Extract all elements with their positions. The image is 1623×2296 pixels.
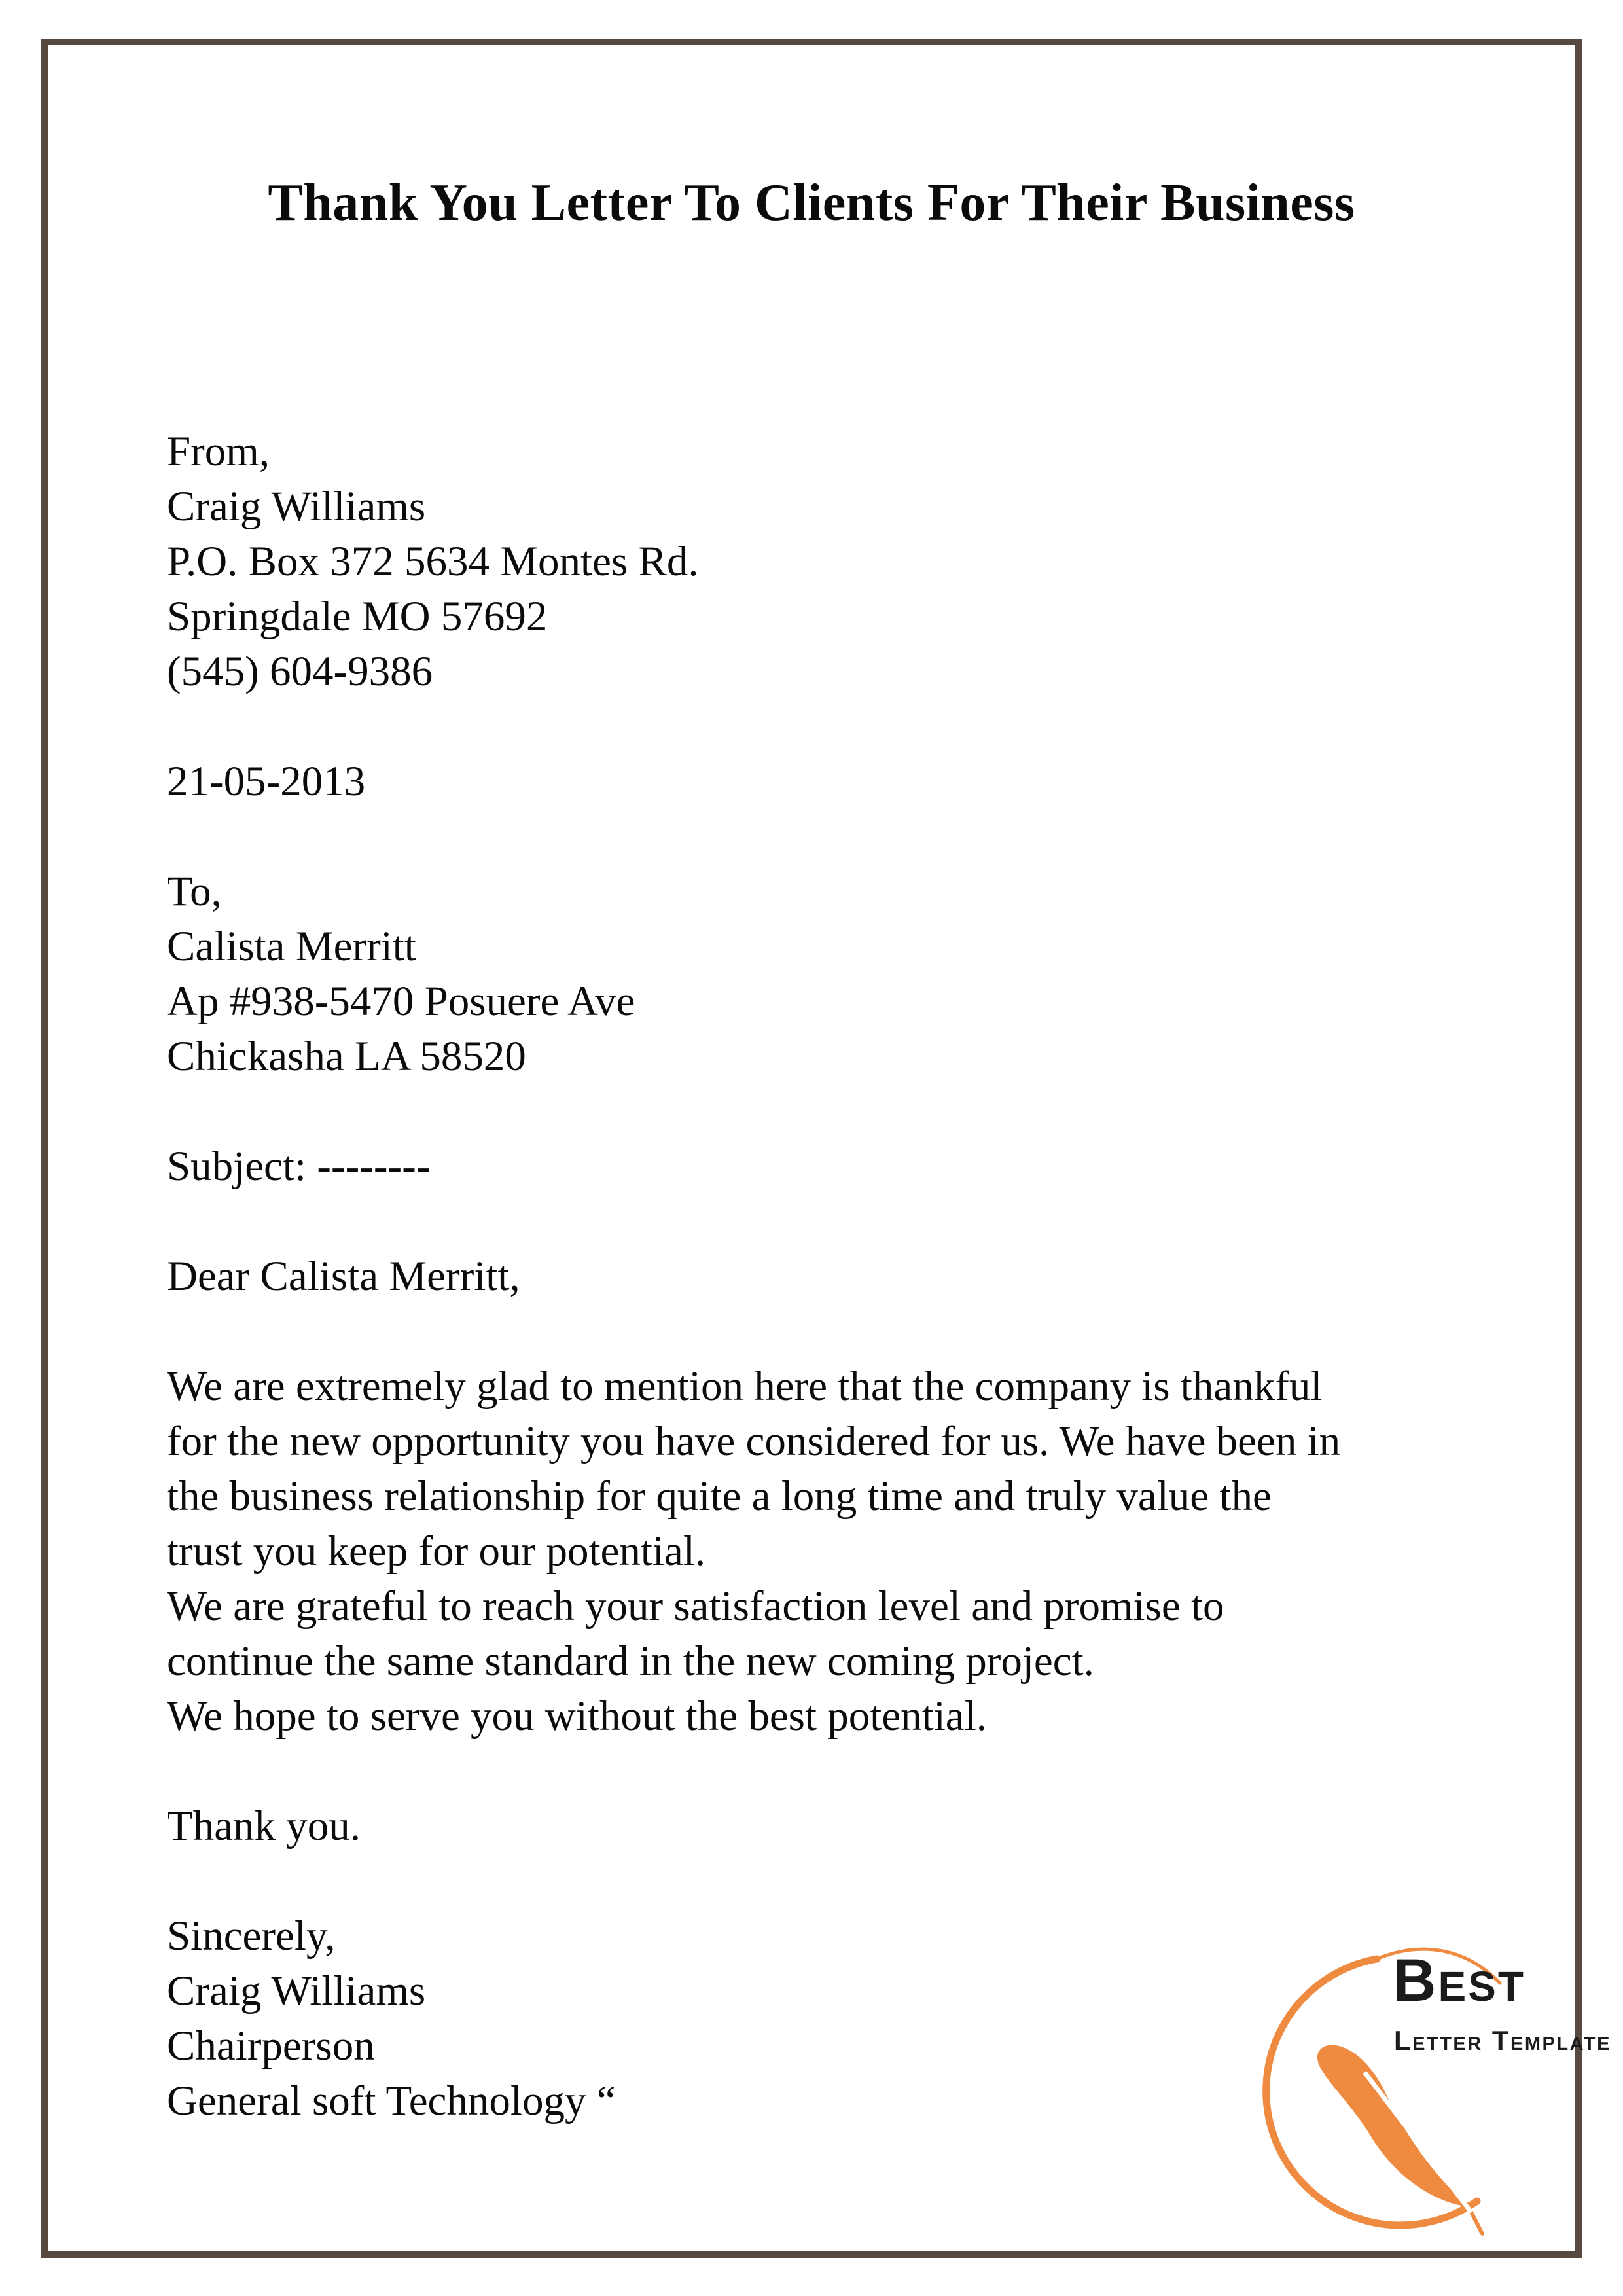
- sender-phone: (545) 604-9386: [167, 648, 433, 695]
- signoff-company: General soft Technology “: [167, 2077, 616, 2125]
- logo-brand-text: Best: [1393, 1947, 1525, 2014]
- recipient-address-1: Ap #938-5470 Posuere Ave: [167, 978, 635, 1025]
- sender-address-2: Springdale MO 57692: [167, 593, 548, 640]
- letter-body: [167, 424, 1515, 2128]
- from-label: From,: [167, 428, 270, 475]
- logo-tagline-text: Letter Template: [1394, 2025, 1611, 2056]
- body-line: trust you keep for our potential.: [167, 1528, 706, 1575]
- page-title: Thank You Letter To Clients For Their Business: [268, 174, 1355, 232]
- body-line: the business relationship for quite a long time and truly value the: [167, 1473, 1272, 1520]
- subject-line: Subject: --------: [167, 1143, 431, 1190]
- letter-date: 21-05-2013: [167, 758, 366, 805]
- sender-address-1: P.O. Box 372 5634 Montes Rd.: [167, 538, 699, 585]
- to-label: To,: [167, 868, 222, 915]
- body-line: We are grateful to reach your satisfaction level and promise to: [167, 1583, 1224, 1630]
- recipient-name: Calista Merritt: [167, 923, 416, 970]
- signoff-name: Craig Williams: [167, 1967, 426, 2015]
- signoff-sincerely: Sincerely,: [167, 1912, 336, 1960]
- recipient-address-2: Chickasha LA 58520: [167, 1033, 526, 1080]
- body-line: continue the same standard in the new coming project.: [167, 1638, 1094, 1685]
- feather-icon: [1317, 2045, 1482, 2234]
- salutation: Dear Calista Merritt,: [167, 1253, 520, 1300]
- sender-name: Craig Williams: [167, 483, 426, 530]
- body-line: We hope to serve you without the best potential.: [167, 1693, 987, 1740]
- body-line: for the new opportunity you have considered for us. We have been in: [167, 1418, 1341, 1465]
- body-line: We are extremely glad to mention here that the company is thankful: [167, 1363, 1323, 1410]
- signoff-role: Chairperson: [167, 2022, 375, 2070]
- best-letter-template-logo: [1257, 1937, 1611, 2251]
- closing-line: Thank you.: [167, 1803, 361, 1850]
